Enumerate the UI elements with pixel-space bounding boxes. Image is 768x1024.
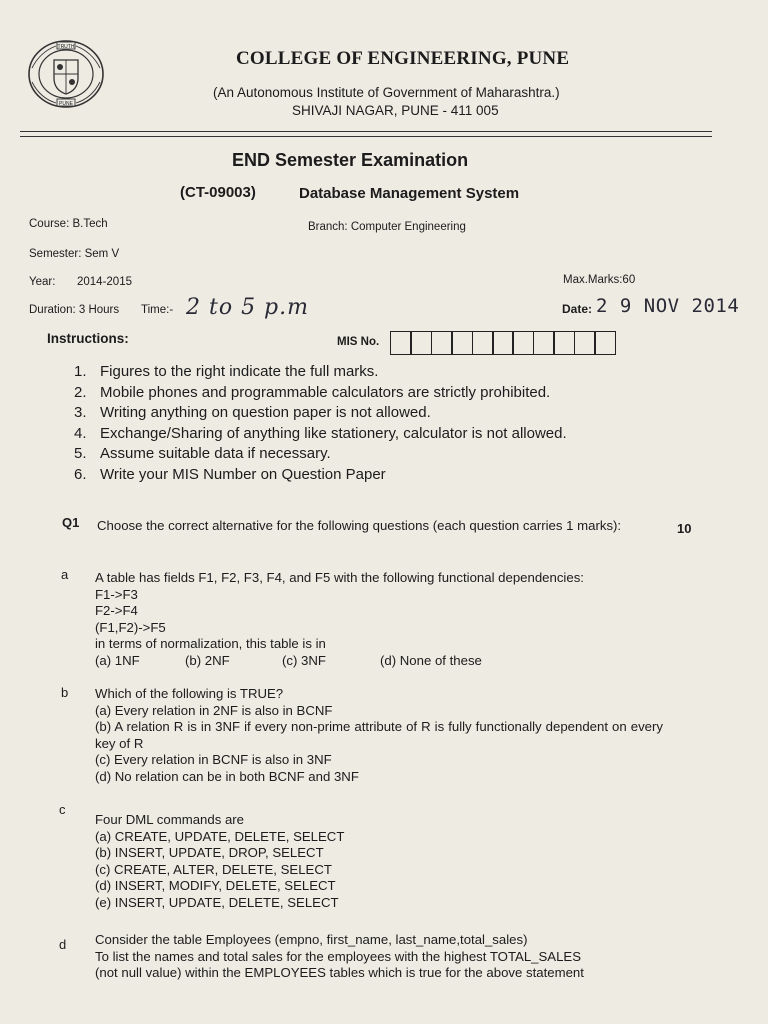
mis-digit-box[interactable] xyxy=(594,331,616,355)
question-line: Consider the table Employees (empno, first_name, last_name,total_sales) xyxy=(95,932,528,947)
option-item: (a) 1NF xyxy=(95,652,140,668)
options-row xyxy=(95,653,584,670)
instruction-item: 3. Writing anything on question paper is not allowed. xyxy=(74,404,431,421)
date-label: Date: xyxy=(562,302,593,316)
max-marks: Max.Marks:60 xyxy=(563,274,636,286)
handwritten-time: 2 to 5 p.m xyxy=(186,295,309,320)
mis-digit-box[interactable] xyxy=(512,331,534,355)
course-code: (CT-09003) xyxy=(180,184,256,201)
header-divider-bottom xyxy=(20,136,712,137)
question-line: A table has fields F1, F2, F3, F4, and F5 with the following functional dependencies: xyxy=(95,570,584,585)
question-line: Four DML commands are xyxy=(95,812,245,827)
question-line: (a) Every relation in 2NF is also in BCNF xyxy=(95,702,333,718)
option-item: (c) 3NF xyxy=(282,652,326,668)
instructions-heading: Instructions: xyxy=(47,331,129,346)
college-name: COLLEGE OF ENGINEERING, PUNE xyxy=(236,48,570,69)
mis-label: MIS No. xyxy=(337,336,380,348)
question-1-text: Choose the correct alternative for the following questions (each question carries 1 marks): xyxy=(97,518,622,533)
question-line: Which of the following is TRUE? xyxy=(95,686,284,701)
sub-question-a xyxy=(95,570,584,669)
question-line: (F1,F2)->F5 xyxy=(95,619,166,635)
instruction-item: 5. Assume suitable data if necessary. xyxy=(74,445,331,462)
question-line: (b) INSERT, UPDATE, DROP, SELECT xyxy=(95,845,324,860)
mis-digit-box[interactable] xyxy=(553,331,575,355)
institute-subtitle: (An Autonomous Institute of Government of Maharashtra.) xyxy=(213,85,560,100)
mis-digit-box[interactable] xyxy=(492,331,514,355)
sub-question-c-label: c xyxy=(59,802,66,817)
course-field: Course: B.Tech xyxy=(29,218,108,230)
question-line: F2->F4 xyxy=(95,603,138,618)
duration-field: Duration: 3 Hours xyxy=(29,304,120,316)
instruction-item: 4. Exchange/Sharing of anything like stationery, calculator is not allowed. xyxy=(74,424,567,442)
question-line: in terms of normalization, this table is in xyxy=(95,636,326,651)
sub-question-d-label: d xyxy=(59,937,67,952)
instruction-item: 6. Write your MIS Number on Question Paper xyxy=(74,465,386,483)
mis-digit-box[interactable] xyxy=(451,331,473,355)
logo-top-text: TRUTH xyxy=(57,44,75,50)
question-line: F1->F3 xyxy=(95,586,138,602)
instructions-list xyxy=(74,362,567,485)
question-line: (e) INSERT, UPDATE, DELETE, SELECT xyxy=(95,894,339,910)
instruction-item: 1. Figures to the right indicate the full marks. xyxy=(74,363,379,380)
mis-digit-box[interactable] xyxy=(574,331,596,355)
sub-question-b-label: b xyxy=(61,685,69,700)
semester-field: Semester: Sem V xyxy=(29,248,120,260)
handwritten-date-stamp: 2 9 NOV 2014 xyxy=(596,295,740,317)
question-1-label: Q1 xyxy=(62,515,80,530)
question-1-marks: 10 xyxy=(677,521,692,536)
subject-name: Database Management System xyxy=(299,185,520,202)
sub-question-b xyxy=(95,686,663,785)
question-line: (c) CREATE, ALTER, DELETE, SELECT xyxy=(95,861,332,877)
year-value: 2014-2015 xyxy=(77,276,132,288)
question-line: (a) CREATE, UPDATE, DELETE, SELECT xyxy=(95,828,345,844)
header-divider-top xyxy=(20,131,712,132)
question-line: (d) INSERT, MODIFY, DELETE, SELECT xyxy=(95,878,336,893)
logo-bottom-text: PUNE xyxy=(59,101,73,107)
question-line: (c) Every relation in BCNF is also in 3NF xyxy=(95,752,332,767)
option-item: (b) 2NF xyxy=(185,652,230,668)
sub-question-c xyxy=(95,812,344,911)
institute-address: SHIVAJI NAGAR, PUNE - 411 005 xyxy=(292,103,499,118)
mis-number-boxes[interactable] xyxy=(390,331,614,355)
mis-digit-box[interactable] xyxy=(390,331,412,355)
sub-question-a-label: a xyxy=(61,567,69,582)
exam-title: END Semester Examination xyxy=(232,150,469,170)
question-line: (b) A relation R is in 3NF if every non-prime attribute of R is fully functionally dependent on every key of R xyxy=(95,719,663,751)
mis-digit-box[interactable] xyxy=(410,331,432,355)
question-line: To list the names and total sales for the employees with the highest TOTAL_SALES xyxy=(95,948,582,964)
option-item: (d) None of these xyxy=(380,652,482,668)
sub-question-d xyxy=(95,932,584,982)
time-label: Time:- xyxy=(141,304,174,316)
year-label: Year: xyxy=(29,276,56,288)
college-seal-logo xyxy=(26,38,106,110)
mis-digit-box[interactable] xyxy=(533,331,555,355)
mis-digit-box[interactable] xyxy=(431,331,453,355)
instruction-item: 2. Mobile phones and programmable calculators are strictly prohibited. xyxy=(74,383,551,401)
question-line: (d) No relation can be in both BCNF and 3NF xyxy=(95,768,359,784)
mis-digit-box[interactable] xyxy=(472,331,494,355)
question-line: (not null value) within the EMPLOYEES tables which is true for the above statement xyxy=(95,965,584,980)
branch-field: Branch: Computer Engineering xyxy=(308,221,466,233)
